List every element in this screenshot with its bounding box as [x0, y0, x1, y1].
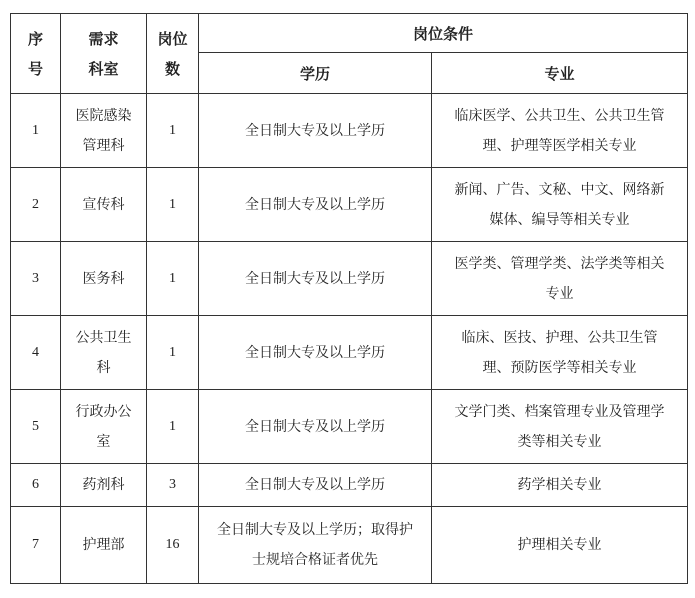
dept-line1: 宣传科 [82, 196, 125, 213]
row-number: 2 [11, 168, 61, 242]
dept-line1: 行政办公 [75, 403, 132, 420]
row-major [432, 316, 688, 390]
dept-line2: 室 [96, 433, 111, 450]
header-count [147, 14, 199, 94]
dept-line2: 管理科 [82, 137, 125, 154]
dept-line1: 医务科 [82, 270, 125, 287]
header-dept [61, 14, 147, 94]
row-number: 5 [11, 390, 61, 464]
row-count: 3 [147, 464, 199, 507]
row-dept [61, 507, 147, 584]
table-row [11, 390, 688, 464]
table-row [11, 464, 688, 507]
education-line1: 全日制大专及以上学历 [245, 270, 385, 287]
header-dept-line2: 科室 [88, 59, 119, 78]
row-major [432, 168, 688, 242]
table-row [11, 94, 688, 168]
row-dept [61, 168, 147, 242]
dept-line2: 科 [96, 359, 111, 376]
row-dept [61, 242, 147, 316]
major-line1: 新闻、广告、文秘、中文、网络新 [454, 181, 665, 198]
header-row [11, 14, 688, 53]
header-seq [11, 14, 61, 94]
major-line1: 药学相关专业 [517, 477, 602, 493]
major-line2: 专业 [545, 285, 574, 302]
major-line2: 理、预防医学等相关专业 [482, 359, 637, 376]
row-number: 7 [11, 507, 61, 584]
dept-line1: 药剂科 [82, 477, 125, 493]
row-count: 1 [147, 316, 199, 390]
header-dept-line1: 需求 [88, 29, 119, 48]
row-count: 1 [147, 94, 199, 168]
major-line1: 临床、医技、护理、公共卫生管 [461, 329, 658, 346]
dept-line1: 护理部 [82, 537, 125, 553]
row-number: 1 [11, 94, 61, 168]
table-row [11, 316, 688, 390]
row-major [432, 242, 688, 316]
major-line2: 媒体、编导等相关专业 [489, 211, 630, 228]
major-line2: 理、护理等医学相关专业 [482, 137, 637, 154]
row-major [432, 94, 688, 168]
header-count-line2: 数 [164, 59, 180, 78]
header-major: 专业 [432, 53, 688, 94]
major-line1: 临床医学、公共卫生、公共卫生管 [454, 107, 665, 124]
row-major [432, 464, 688, 507]
education-line2: 士规培合格证者优先 [252, 552, 378, 568]
row-major [432, 390, 688, 464]
row-count: 1 [147, 390, 199, 464]
major-line1: 护理相关专业 [517, 537, 602, 553]
header-conditions: 岗位条件 [199, 14, 688, 53]
header-education: 学历 [199, 53, 432, 94]
row-education [199, 390, 432, 464]
dept-line1: 公共卫生 [75, 329, 132, 346]
table-row [11, 507, 688, 584]
education-line1: 全日制大专及以上学历 [245, 418, 385, 435]
major-line1: 文学门类、档案管理专业及管理学 [454, 403, 665, 420]
table-row [11, 242, 688, 316]
education-line1: 全日制大专及以上学历 [245, 477, 385, 493]
dept-line1: 医院感染 [75, 107, 132, 124]
row-education [199, 507, 432, 584]
row-dept [61, 464, 147, 507]
row-number: 3 [11, 242, 61, 316]
education-line1: 全日制大专及以上学历 [245, 122, 385, 139]
header-seq-line1: 序 [27, 29, 43, 48]
row-count: 1 [147, 168, 199, 242]
major-line2: 类等相关专业 [517, 433, 602, 450]
row-education [199, 94, 432, 168]
row-education [199, 316, 432, 390]
header-count-line1: 岗位 [157, 29, 188, 48]
row-major [432, 507, 688, 584]
row-education [199, 464, 432, 507]
row-dept [61, 94, 147, 168]
header-seq-line2: 号 [27, 59, 43, 78]
row-count: 1 [147, 242, 199, 316]
row-dept [61, 316, 147, 390]
row-number: 6 [11, 464, 61, 507]
table-row [11, 168, 688, 242]
row-number: 4 [11, 316, 61, 390]
education-line1: 全日制大专及以上学历 [245, 196, 385, 213]
major-line1: 医学类、管理学类、法学类等相关 [454, 255, 665, 272]
education-line1: 全日制大专及以上学历；取得护 [217, 522, 413, 538]
row-dept [61, 390, 147, 464]
row-education [199, 168, 432, 242]
education-line1: 全日制大专及以上学历 [245, 344, 385, 361]
row-count: 16 [147, 507, 199, 584]
recruitment-table-container [10, 13, 688, 584]
row-education [199, 242, 432, 316]
recruitment-table [10, 13, 688, 584]
